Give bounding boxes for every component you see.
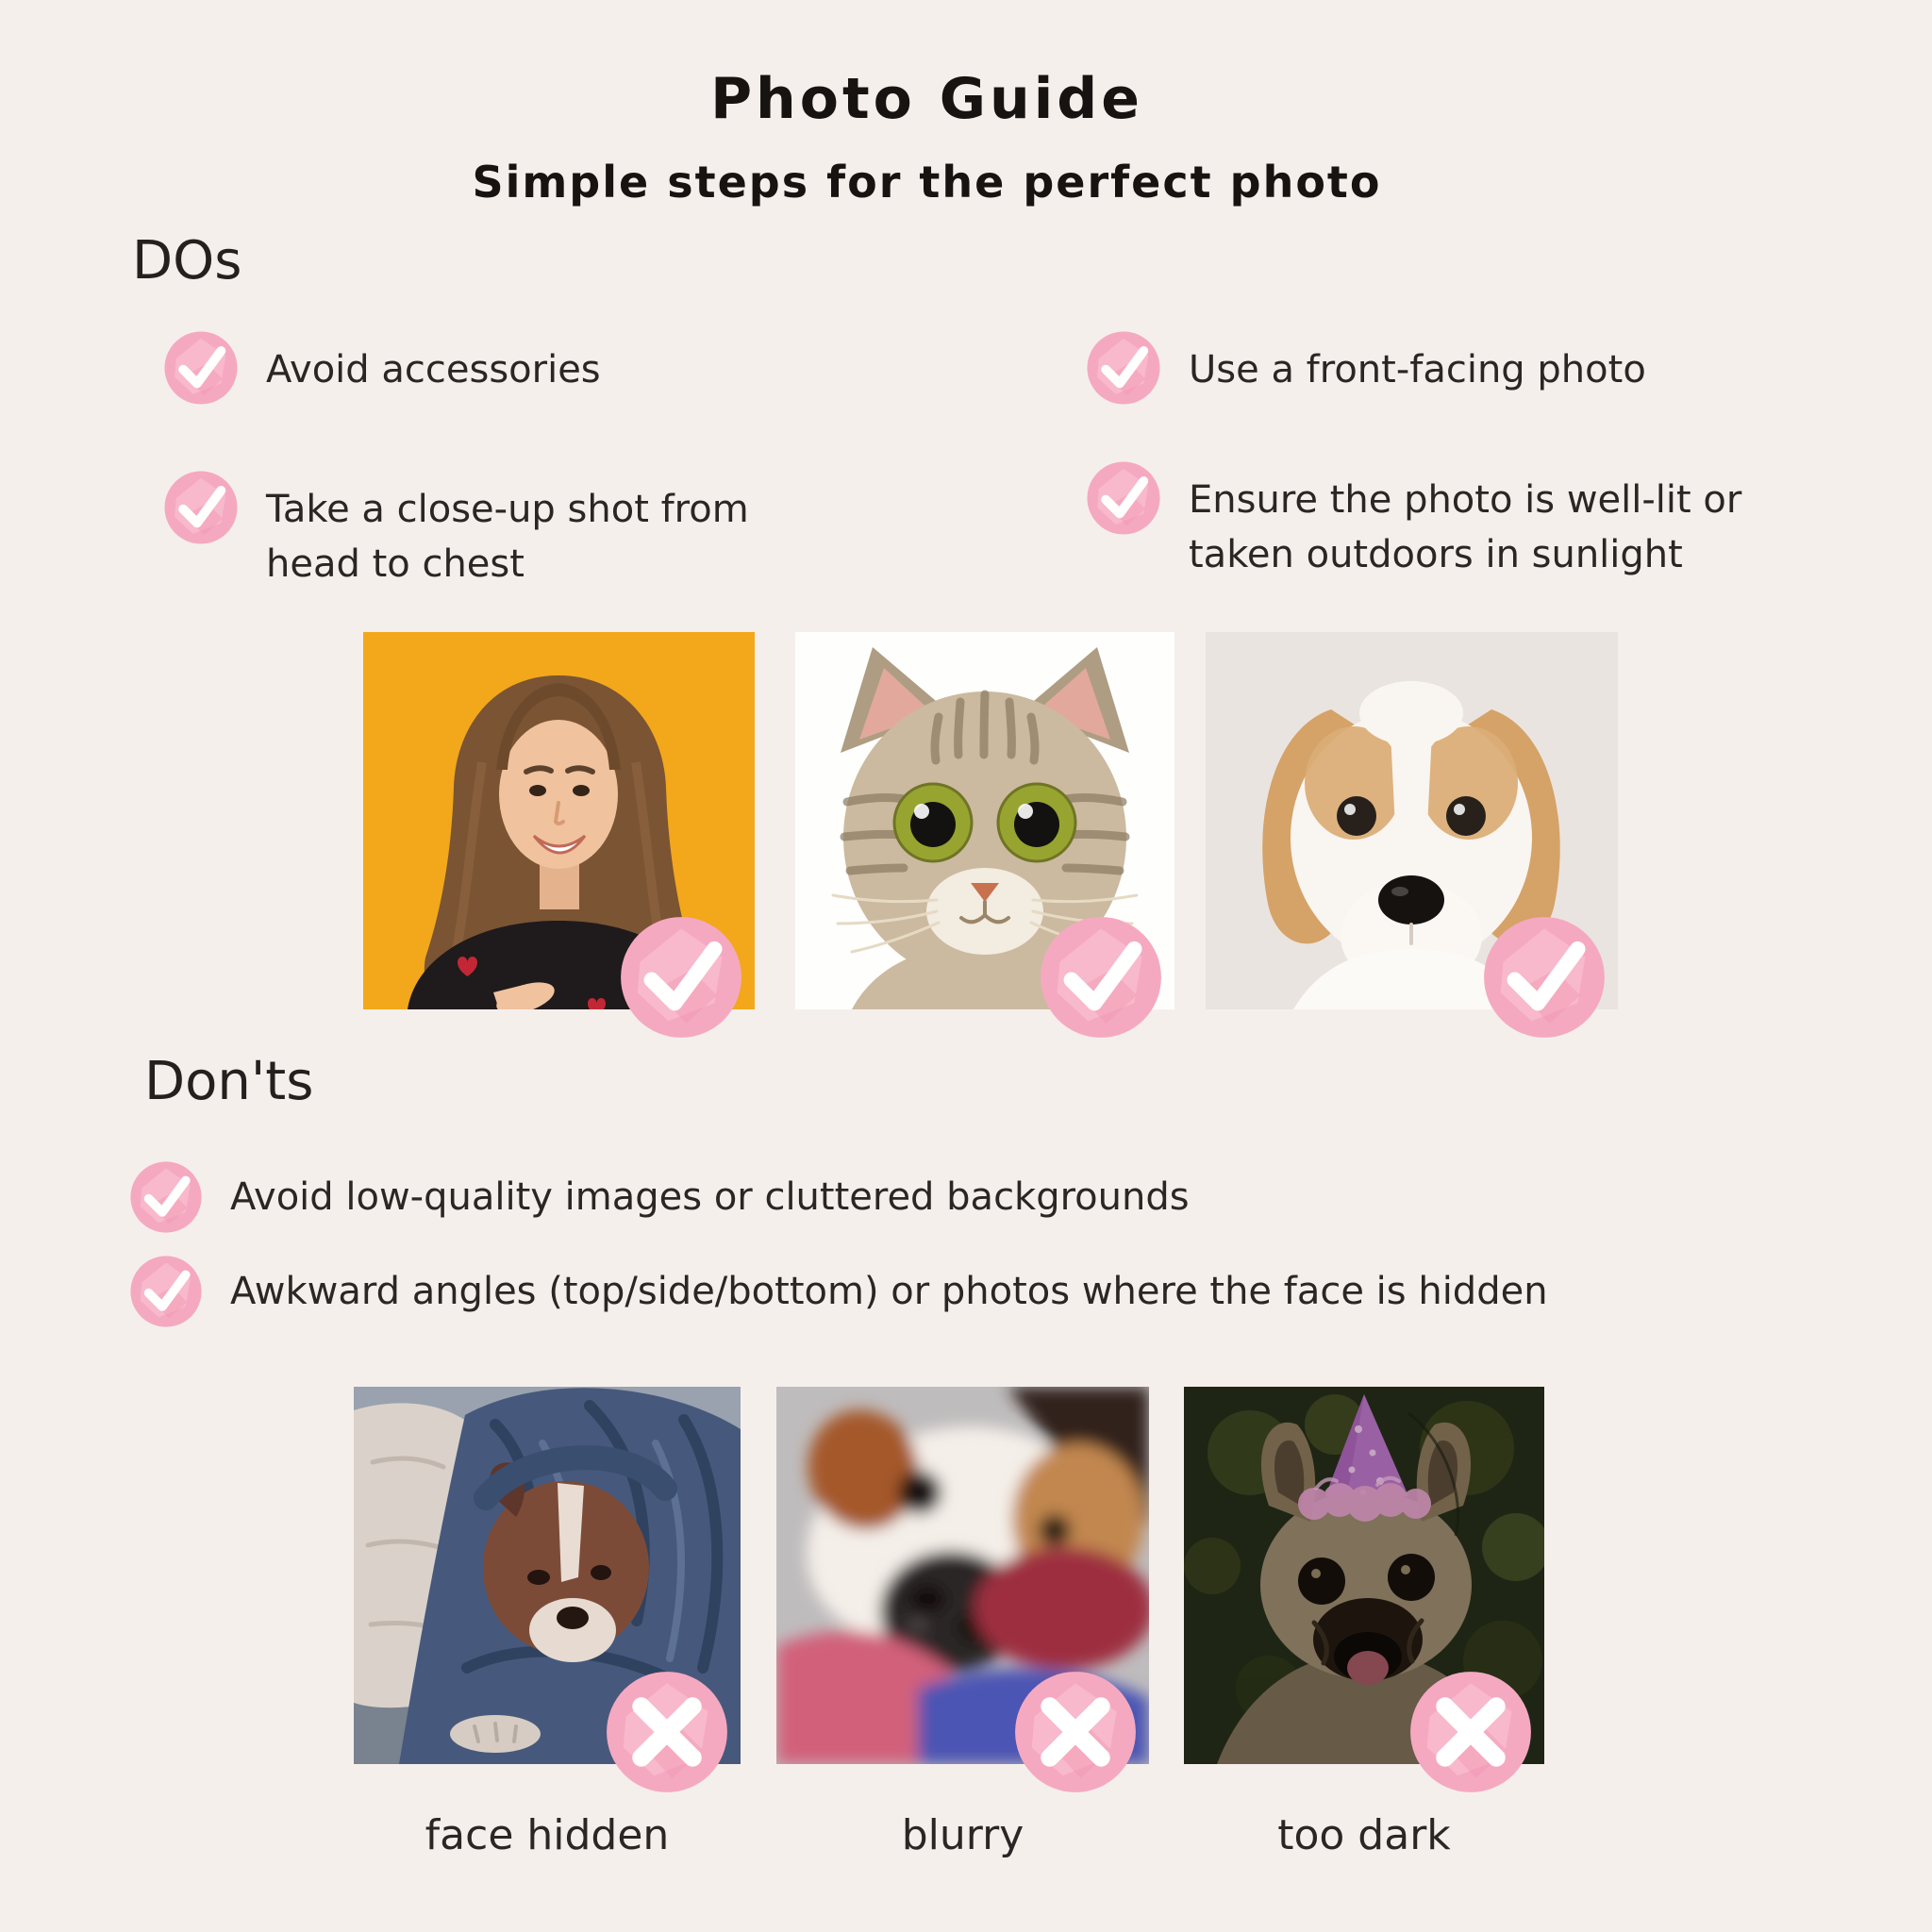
photo-caption: blurry [901, 1811, 1024, 1859]
do-item-text: Take a close-up shot from head to chest [266, 488, 749, 586]
do-item-text: Ensure the photo is well-lit or taken outdoors in sunlight [1189, 478, 1742, 576]
do-item [1085, 328, 1646, 408]
page-subtitle: Simple steps for the perfect photo [472, 157, 1382, 208]
header [0, 66, 1854, 208]
photo-caption: face hidden [425, 1811, 670, 1859]
check-icon [1480, 911, 1608, 1043]
x-icon [1011, 1666, 1140, 1798]
dont-item [128, 1158, 1190, 1236]
check-icon [162, 328, 240, 408]
photo-woman-portrait [363, 632, 755, 1009]
dont-item-text: Avoid low-quality images or cluttered backgrounds [230, 1175, 1190, 1219]
photo-dog-blurry [776, 1387, 1149, 1859]
x-icon [1407, 1666, 1535, 1798]
good-examples-row [363, 632, 1618, 1009]
check-icon [617, 911, 745, 1043]
check-icon [128, 1158, 204, 1236]
dont-item-text: Awkward angles (top/side/bottom) or photos where the face is hidden [230, 1270, 1548, 1313]
photo-dog-face-hidden [354, 1387, 741, 1859]
do-item [1085, 458, 1858, 582]
check-icon [1085, 458, 1162, 538]
check-icon [1085, 328, 1162, 408]
dos-heading: DOs [132, 230, 242, 291]
check-icon [128, 1253, 204, 1330]
bad-examples-row [354, 1387, 1544, 1859]
do-item-text: Avoid accessories [266, 348, 601, 391]
x-icon [603, 1666, 731, 1798]
photo-cat-portrait [795, 632, 1174, 1009]
do-item-text: Use a front-facing photo [1189, 348, 1646, 391]
page-title: Photo Guide [710, 66, 1143, 132]
do-item [162, 468, 832, 591]
donts-heading: Don'ts [144, 1051, 314, 1112]
dont-item [128, 1253, 1548, 1330]
do-item [162, 328, 601, 408]
photo-dog-too-dark [1184, 1387, 1544, 1859]
check-icon [1037, 911, 1165, 1043]
check-icon [162, 468, 240, 547]
photo-caption: too dark [1277, 1811, 1451, 1859]
photo-puppy-portrait [1206, 632, 1618, 1009]
